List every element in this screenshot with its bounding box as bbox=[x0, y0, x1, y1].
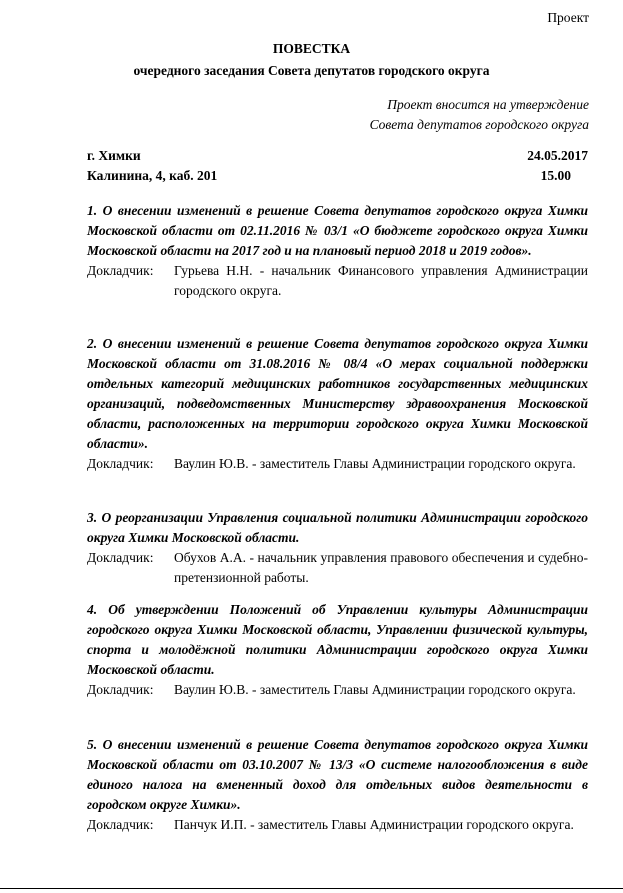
speaker-label: Докладчик: bbox=[87, 550, 154, 565]
agenda-item-text: 2. О внесении изменений в решение Совета депутатов городского округа Химки Московской области от 31.08.2016 № 08/4 «О мерах социальной поддержки отдельных категорий медицинских работников государственных медицинских организаций, подведомственных Министерству здравоохранения Московской области, расположенных на территории городского округа Химки Московской области». bbox=[87, 336, 588, 451]
meeting-address: Калинина, 4, каб. 201 bbox=[87, 168, 218, 183]
speaker-row bbox=[87, 680, 588, 700]
speaker-name: Ваулин Ю.В. - заместитель Главы Администрации городского округа. bbox=[174, 456, 576, 471]
approval-line-1: Проект вносится на утверждение bbox=[387, 97, 589, 112]
speaker-name: Гурьева Н.Н. - начальник Финансового управления Администрации городского округа. bbox=[174, 263, 588, 298]
agenda-item-text: 4. Об утверждении Положений об Управлении культуры Администрации городского округа Химки Московской области, Управлении физической культуры, спорта и молодёжной политики Администрации городского округа Химки Московской области. bbox=[87, 602, 588, 677]
approval-line-2: Совета депутатов городского округа bbox=[369, 117, 589, 132]
speaker-label: Докладчик: bbox=[87, 817, 154, 832]
approval-note bbox=[370, 95, 589, 135]
speaker-label: Докладчик: bbox=[87, 682, 154, 697]
agenda-item-4 bbox=[87, 600, 588, 700]
meeting-place-row bbox=[87, 148, 588, 164]
agenda-item-3 bbox=[87, 508, 588, 588]
agenda-item-text: 1. О внесении изменений в решение Совета депутатов городского округа Химки Московской области от 02.11.2016 № 03/1 «О бюджете городского округа Химки Московской области на 2017 год и на плановый период 2018 и 2019 годов». bbox=[87, 203, 588, 258]
speaker-row bbox=[87, 548, 588, 588]
document-title: ПОВЕСТКА bbox=[272, 41, 351, 56]
meeting-address-row bbox=[87, 168, 588, 184]
meeting-time: 15.00 bbox=[540, 168, 571, 183]
speaker-row bbox=[87, 454, 588, 474]
draft-label: Проект bbox=[547, 10, 589, 25]
speaker-name: Панчук И.П. - заместитель Главы Администрации городского округа. bbox=[174, 817, 574, 832]
speaker-name: Ваулин Ю.В. - заместитель Главы Администрации городского округа. bbox=[174, 682, 576, 697]
speaker-name: Обухов А.А. - начальник управления правового обеспечения и судебно-претензионной работы. bbox=[174, 550, 588, 585]
page-bottom-rule bbox=[0, 888, 623, 889]
agenda-item-2 bbox=[87, 334, 588, 474]
meeting-city: г. Химки bbox=[87, 148, 141, 163]
meeting-date: 24.05.2017 bbox=[527, 148, 588, 163]
agenda-item-5 bbox=[87, 735, 588, 835]
speaker-row bbox=[87, 261, 588, 301]
speaker-label: Докладчик: bbox=[87, 263, 154, 278]
document-subtitle: очередного заседания Совета депутатов городского округа bbox=[133, 63, 490, 78]
agenda-item-text: 5. О внесении изменений в решение Совета депутатов городского округа Химки Московской области от 03.10.2007 № 13/3 «О системе налогообложения в виде единого налога на вмененный доход для отдельных видов деятельности в городском округе Химки». bbox=[87, 737, 588, 812]
agenda-item-1 bbox=[87, 201, 588, 301]
agenda-item-text: 3. О реорганизации Управления социальной политики Администрации городского округа Химки Московской области. bbox=[87, 510, 588, 545]
speaker-label: Докладчик: bbox=[87, 456, 154, 471]
speaker-row bbox=[87, 815, 588, 835]
